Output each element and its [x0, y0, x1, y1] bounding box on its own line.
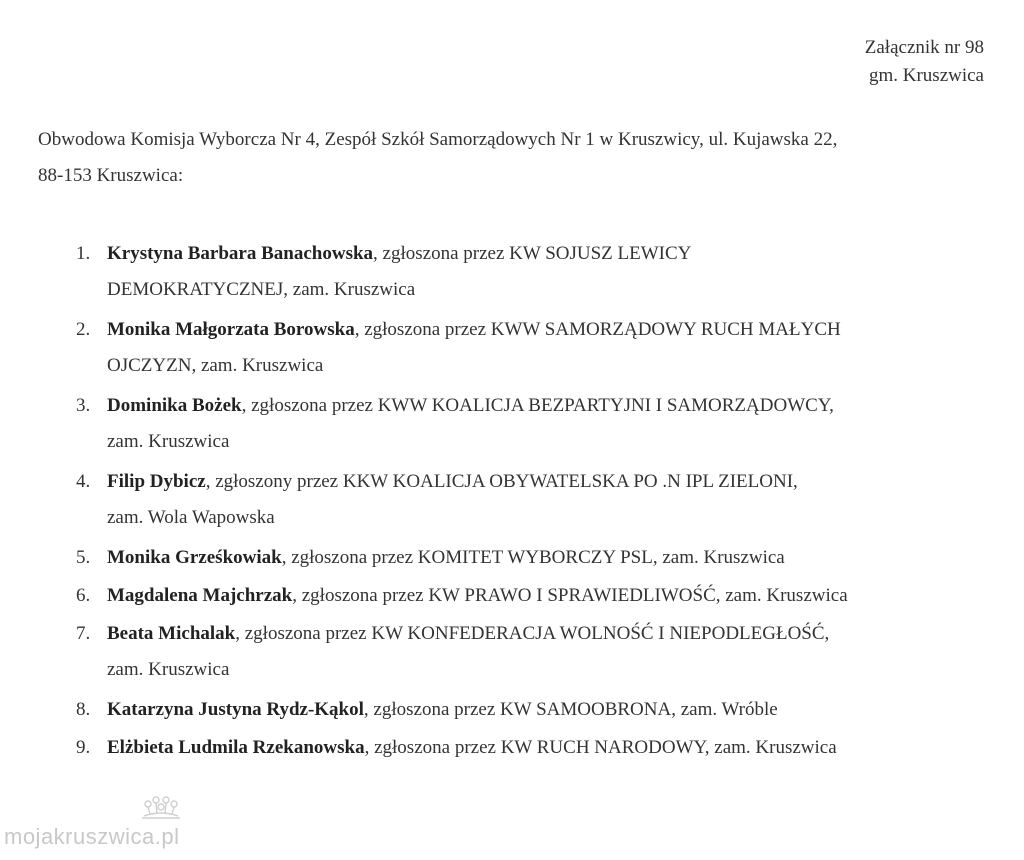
member-details-cont: zam. Kruszwica — [107, 659, 230, 680]
crown-logo-icon — [136, 794, 186, 822]
member-name: Katarzyna Justyna Rydz-Kąkol — [107, 699, 364, 720]
member-name: Dominika Bożek — [107, 395, 242, 416]
member-details: , zgłoszona przez KWW KOALICJA BEZPARTYJNI I SAMORZĄDOWCY, — [241, 395, 834, 416]
member-name: Filip Dybicz — [107, 471, 206, 492]
member-name: Magdalena Majchrzak — [107, 585, 293, 606]
item-number: 8. — [76, 699, 91, 720]
item-number: 2. — [76, 319, 91, 340]
watermark: mojakruszwica.pl — [4, 824, 180, 849]
item-number: 1. — [76, 243, 91, 264]
member-details-cont: DEMOKRATYCZNEJ, zam. Kruszwica — [107, 279, 416, 300]
item-number: 6. — [76, 585, 91, 606]
member-details: , zgłoszona przez KOMITET WYBORCZY PSL, zam. Kruszwica — [281, 547, 785, 568]
annex-header — [865, 34, 984, 90]
list-item — [0, 730, 1024, 766]
member-name: Krystyna Barbara Banachowska — [107, 243, 374, 264]
member-details-cont: zam. Kruszwica — [107, 431, 230, 452]
member-details: , zgłoszona przez KW SOJUSZ LEWICY — [373, 243, 692, 264]
member-details-cont: zam. Wola Wapowska — [107, 507, 275, 528]
annex-number: Załącznik nr 98 — [864, 37, 984, 58]
commission-intro — [38, 122, 988, 194]
annex-municipality: gm. Kruszwica — [868, 65, 984, 86]
member-name: Beata Michalak — [107, 623, 236, 644]
list-item — [0, 692, 1024, 728]
item-number: 3. — [76, 395, 91, 416]
member-details: , zgłoszona przez KW KONFEDERACJA WOLNOŚĆ I NIEPODLEGŁOŚĆ, — [235, 623, 830, 644]
item-number: 9. — [76, 737, 91, 758]
intro-line-2: 88-153 Kruszwica: — [38, 165, 184, 186]
member-name: Monika Małgorzata Borowska — [107, 319, 355, 340]
member-details: , zgłoszona przez KWW SAMORZĄDOWY RUCH MAŁYCH — [354, 319, 841, 340]
members-list — [0, 236, 1024, 768]
intro-line-1: Obwodowa Komisja Wyborcza Nr 4, Zespół Szkół Samorządowych Nr 1 w Kruszwicy, ul. Kujawska 22, — [38, 129, 838, 150]
item-number: 5. — [76, 547, 91, 568]
list-item — [0, 312, 1024, 384]
member-name: Monika Grześkowiak — [107, 547, 282, 568]
list-item — [0, 540, 1024, 576]
member-details: , zgłoszona przez KW PRAWO I SPRAWIEDLIWOŚĆ, zam. Kruszwica — [292, 585, 848, 606]
item-number: 4. — [76, 471, 91, 492]
member-details: , zgłoszony przez KKW KOALICJA OBYWATELSKA PO .N IPL ZIELONI, — [205, 471, 798, 492]
member-details: , zgłoszona przez KW RUCH NARODOWY, zam. Kruszwica — [364, 737, 837, 758]
member-name: Elżbieta Ludmila Rzekanowska — [107, 737, 365, 758]
list-item — [0, 236, 1024, 308]
list-item — [0, 616, 1024, 688]
list-item — [0, 464, 1024, 536]
list-item — [0, 388, 1024, 460]
member-details-cont: OJCZYZN, zam. Kruszwica — [107, 355, 324, 376]
item-number: 7. — [76, 623, 91, 644]
member-details: , zgłoszona przez KW SAMOOBRONA, zam. Wróble — [363, 699, 778, 720]
list-item — [0, 578, 1024, 614]
